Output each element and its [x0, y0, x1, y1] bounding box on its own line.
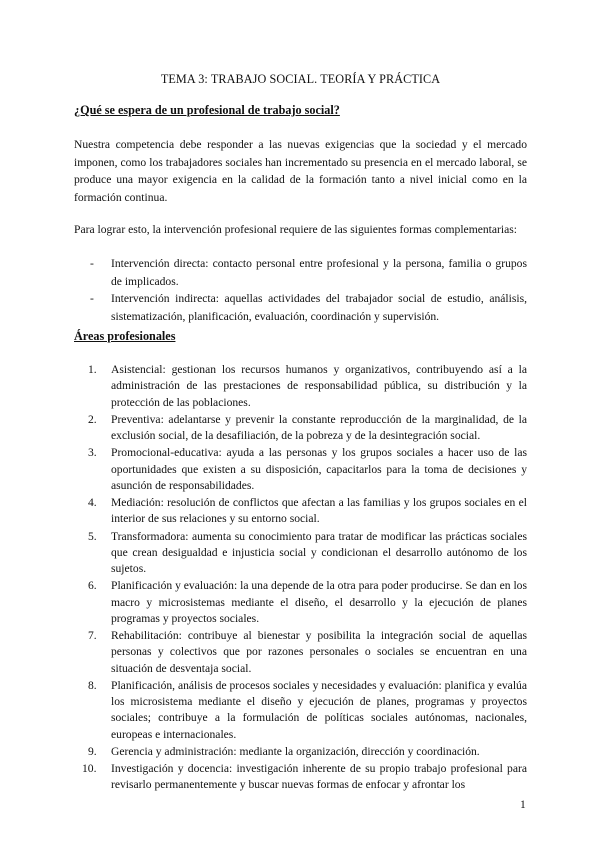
list-item-text: Intervención directa: contacto personal entre profesional y la persona, familia o grupos de implicados. [111, 257, 527, 288]
list-item-text: Rehabilitación: contribuye al bienestar y posibilita la integración social de aquellas personas y colectivos que por razones personales o sociales se encuentran en una situación de desventaja social. [111, 629, 527, 675]
list-item-text: Planificación y evaluación: la una depende de la otra para poder producirse. Se dan en los macro y microsistemas mediante el diseño, el desarrollo y la ejecución de planes programas y proyectos sociales. [111, 579, 527, 625]
list-item-text: Investigación y docencia: investigación inherente de su propio trabajo profesional para revisarlo permanentemente y buscar nuevas formas de enfocar y afrontar los [111, 762, 527, 792]
list-item: 9. Gerencia y administración: mediante la organización, dirección y coordinación. [88, 744, 480, 758]
document-title: TEMA 3: TRABAJO SOCIAL. TEORÍA Y PRÁCTICA [160, 72, 441, 86]
list-item-text: Intervención indirecta: aquellas actividades del trabajador social de estudio, análisis, sistematización, planificación, evaluación, coordinación y supervisión. [111, 292, 527, 323]
list-item: - Intervención directa: contacto personal entre profesional y la persona, familia o grupos de implicados. [90, 257, 527, 288]
list-item: 8. Planificación, análisis de procesos sociales y necesidades y evaluación: planifica y evalúa los microsistema mediante el diseño y ejecución de planes, programas y proyectos sociales; contribuye a la formulación de políticas sociales autónomas, nacionales, europeas e internacionales. [88, 678, 527, 741]
list-item: 10. Investigación y docencia: investigación inherente de su propio trabajo profesional para revisarlo permanentemente y buscar nuevas formas de enfocar y afrontar los [82, 762, 527, 792]
paragraph-intervention: Para lograr esto, la intervención profesional requiere de las siguientes formas complementarias: [74, 223, 517, 236]
list-item-text: Transformadora: aumenta su conocimiento para tratar de modificar las prácticas sociales que crean desigualdad e injusticia social y condicionan el desarrollo autónomo de los sujetos. [111, 529, 527, 576]
page-number: 1 [520, 798, 526, 811]
areas-list [74, 362, 527, 795]
section-heading-expectations: ¿Qué se espera de un profesional de trabajo social? [74, 103, 340, 117]
list-item: 5. Transformadora: aumenta su conocimiento para tratar de modificar las prácticas sociales que crean desigualdad e injusticia social y condicionan el desarrollo autónomo de los sujetos. [88, 529, 527, 576]
list-item-text: Mediación: resolución de conflictos que afectan a las familias y los grupos sociales en el interior de sus relaciones y su entorno social. [111, 496, 527, 526]
list-item: - Intervención indirecta: aquellas actividades del trabajador social de estudio, análisis, sistematización, planificación, evaluación, coordinación y supervisión. [90, 292, 527, 323]
section-heading-areas: Áreas profesionales [74, 329, 176, 343]
list-item: 2. Preventiva: adelantarse y prevenir la constante reproducción de la marginalidad, de la exclusión social, de la desafiliación, de la pobreza y de la desintegración social. [88, 412, 527, 443]
intervention-list [74, 255, 527, 325]
list-item-text: Asistencial: gestionan los recursos humanos y organizativos, contribuyendo así a la administración de las prestaciones de responsabilidad pública, su distribución y la protección de las poblaciones. [111, 363, 527, 409]
list-item-text: Gerencia y administración: mediante la organización, dirección y coordinación. [111, 744, 480, 758]
list-item-text: Preventiva: adelantarse y prevenir la constante reproducción de la marginalidad, de la exclusión social, de la desafiliación, de la pobreza y de la desintegración social. [111, 412, 527, 443]
list-item: 7. Rehabilitación: contribuye al bienestar y posibilita la integración social de aquellas personas y colectivos que por razones personales o sociales se encuentran en una situación de desventaja social. [88, 629, 527, 675]
list-item-text: Planificación, análisis de procesos sociales y necesidades y evaluación: planifica y evalúa los microsistema mediante el diseño y ejecución de planes, programas y proyectos sociales; contribuye a la formulación de políticas sociales autónomas, nacionales, europeas e internacionales. [111, 678, 527, 741]
paragraph-competence: Nuestra competencia debe responder a las nuevas exigencias que la sociedad y el mercado imponen, como los trabajadores sociales han incrementado su presencia en el mercado laboral, se produce una mayor exigencia en la calidad de la formación tanto a nivel inicial como en la formación continua. [74, 138, 527, 204]
list-item: 3. Promocional-educativa: ayuda a las personas y los grupos sociales a hacer uso de las oportunidades que existen a su disposición, capacitarlos para la toma de decisiones y asunción de responsabilidades. [88, 446, 527, 492]
list-item-text: Promocional-educativa: ayuda a las personas y los grupos sociales a hacer uso de las oportunidades que existen a su disposición, capacitarlos para la toma de decisiones y asunción de responsabilidades. [111, 446, 527, 492]
list-item: 6. Planificación y evaluación: la una depende de la otra para poder producirse. Se dan en los macro y microsistemas mediante el diseño, el desarrollo y la ejecución de planes programas y proyectos sociales. [88, 579, 527, 625]
list-item: 4. Mediación: resolución de conflictos que afectan a las familias y los grupos sociales en el interior de sus relaciones y su entorno social. [88, 496, 527, 526]
list-item: 1. Asistencial: gestionan los recursos humanos y organizativos, contribuyendo así a la administración de las prestaciones de responsabilidad pública, su distribución y la protección de las poblaciones. [88, 363, 527, 409]
